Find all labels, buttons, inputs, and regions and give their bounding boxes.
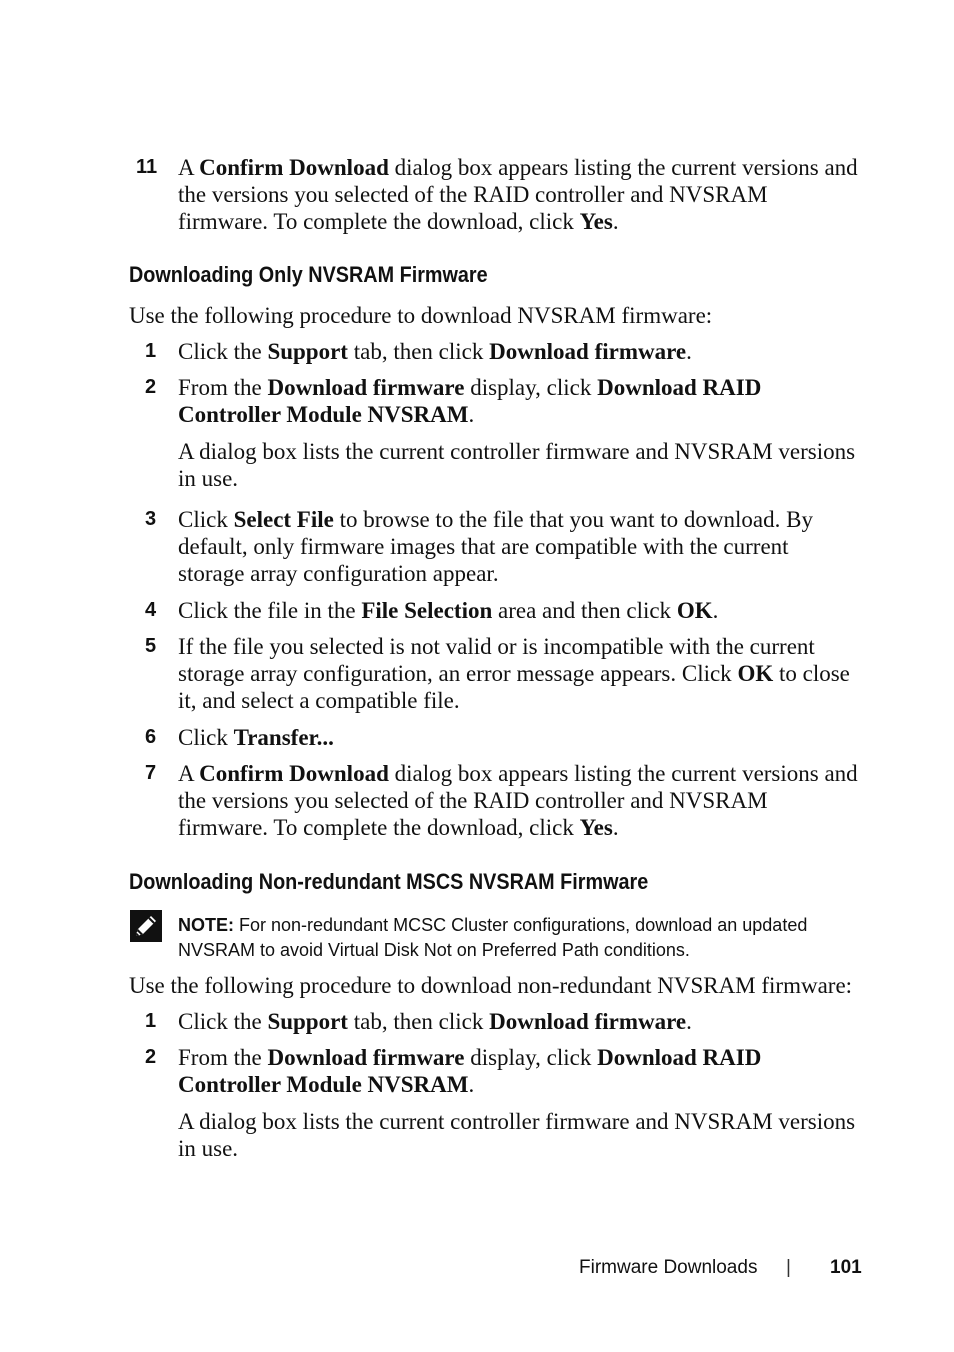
step-note-paragraph: A dialog box lists the current controller firmware and NVSRAM versions in use. (178, 1109, 856, 1161)
step-text: Click Transfer... (178, 725, 334, 750)
step-number: 5 (145, 635, 157, 657)
step-note-paragraph: A dialog box lists the current controller firmware and NVSRAM versions in use. (178, 439, 856, 491)
step-text: Click Select File to browse to the file that you want to download. By default, only firmware images that are compatible with the current storage array configuration appear. (178, 507, 813, 586)
intro-paragraph: Use the following procedure to download NVSRAM firmware: (129, 303, 713, 328)
note-text: NOTE: For non-redundant MCSC Cluster configurations, download an updated NVSRAM to avoid Virtual Disk Not on Preferred Path conditions. (178, 915, 808, 960)
section-heading: Downloading Non-redundant MSCS NVSRAM Firmware (129, 869, 649, 894)
step-number: 1 (145, 340, 157, 362)
step-text: If the file you selected is not valid or is incompatible with the current storage array configuration, an error message appears. Click OK to close it, and select a compatible file. (178, 634, 850, 713)
step-text: From the Download firmware display, click Download RAID Controller Module NVSRAM. (178, 1045, 762, 1097)
step-number: 11 (136, 156, 158, 178)
step-text: Click the Support tab, then click Download firmware. (178, 339, 692, 364)
step-text: Click the file in the File Selection area and then click OK. (178, 598, 719, 623)
section-heading: Downloading Only NVSRAM Firmware (129, 262, 488, 287)
page-number: 101 (830, 1257, 862, 1278)
footer-section-title: Firmware Downloads (579, 1257, 758, 1278)
step-text: A Confirm Download dialog box appears listing the current versions and the versions you selected of the RAID controller and NVSRAM firmware. To complete the download, click Yes. (178, 155, 858, 234)
step-number: 6 (145, 726, 157, 748)
intro-paragraph: Use the following procedure to download non-redundant NVSRAM firmware: (129, 973, 853, 998)
step-number: 7 (145, 762, 157, 784)
step-number: 4 (145, 599, 157, 621)
pencil-note-icon (130, 910, 162, 942)
step-number: 2 (145, 376, 157, 398)
step-number: 1 (145, 1010, 157, 1032)
step-text: Click the Support tab, then click Download firmware. (178, 1009, 692, 1034)
step-number: 2 (145, 1046, 157, 1068)
step-text: From the Download firmware display, click Download RAID Controller Module NVSRAM. (178, 375, 762, 427)
step-text: A Confirm Download dialog box appears listing the current versions and the versions you selected of the RAID controller and NVSRAM firmware. To complete the download, click Yes. (178, 761, 858, 840)
step-number: 3 (145, 508, 157, 530)
footer-separator: | (786, 1257, 791, 1278)
